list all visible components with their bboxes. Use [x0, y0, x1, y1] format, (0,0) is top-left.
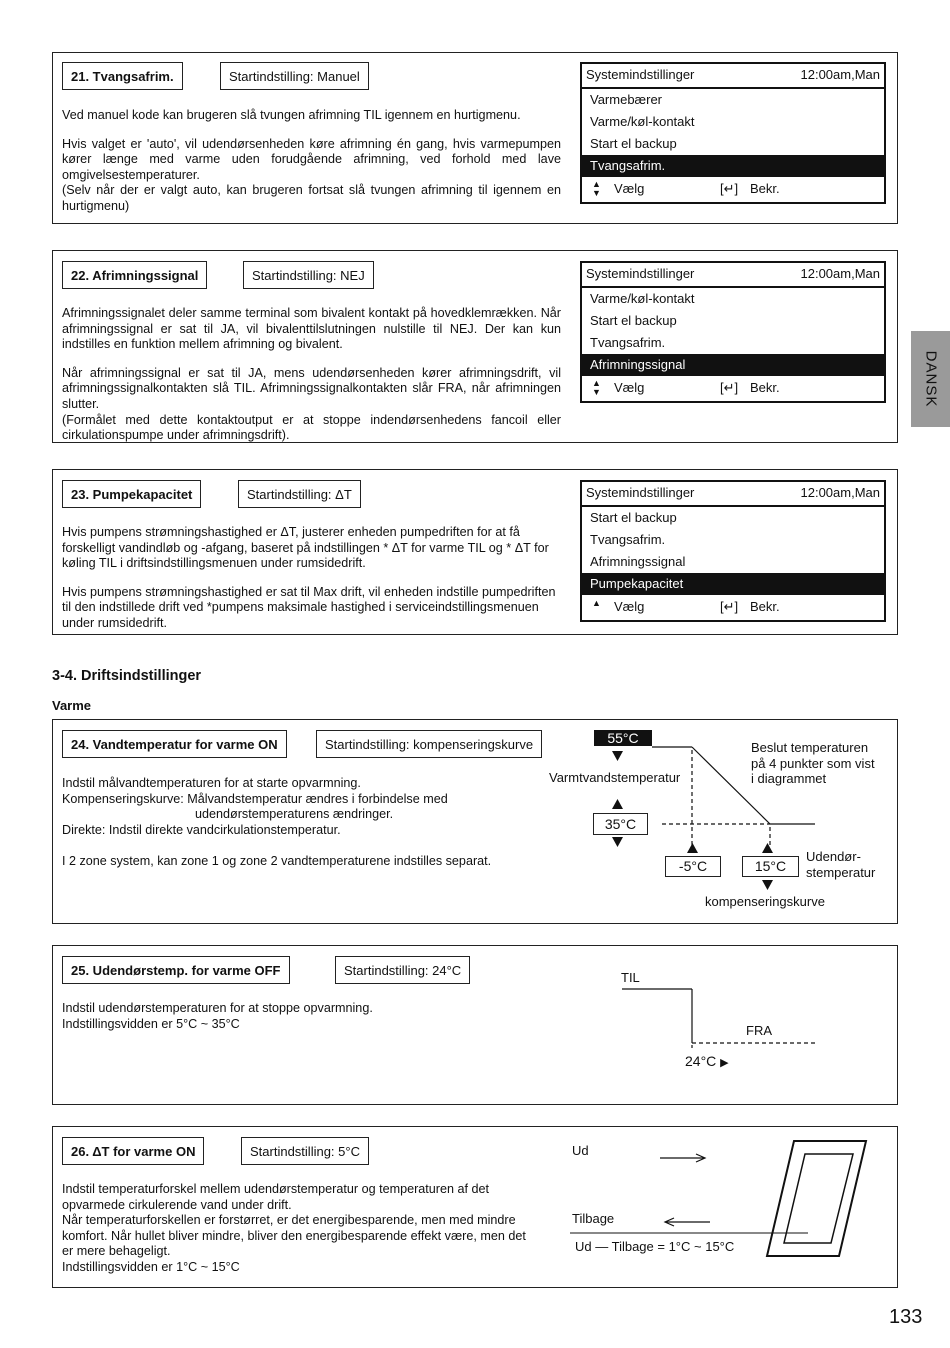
- language-tab-label: DANSK: [922, 350, 939, 408]
- enter-key-icon: [↵]: [720, 380, 739, 395]
- text-line: Indstil målvandtemperaturen for at starte opvarmning.: [62, 776, 361, 790]
- text-line: udendørstemperaturens ændringer.: [195, 807, 394, 822]
- return-label: Tilbage: [572, 1211, 615, 1226]
- label-line: stemperatur: [806, 864, 876, 880]
- section-title: 26. ΔT for varme ON: [62, 1137, 204, 1165]
- right-outdoor-temp-box: 15°C: [742, 856, 799, 877]
- on-label: TIL: [621, 970, 640, 985]
- screen-title: Systemindstillinger: [586, 485, 695, 500]
- enter-key-icon: [↵]: [720, 599, 739, 614]
- low-temp-box: 35°C: [593, 813, 648, 835]
- section-title: 21. Tvangsafrim.: [62, 62, 183, 90]
- out-label: Ud: [572, 1143, 589, 1158]
- note-line: Beslut temperaturen: [751, 740, 869, 755]
- paragraph: Hvis valget er 'auto', vil udendørsenheden køre afrimning én gang, hvis varmepumpen kører længe med varme uden forudgående afrimning, ved forhold med lave omgivelsestemperaturer.: [62, 136, 561, 182]
- menu-item[interactable]: Start el backup: [590, 313, 677, 328]
- screen-title: Systemindstillinger: [586, 266, 695, 281]
- select-label: Vælg: [614, 599, 645, 614]
- screen-time: 12:00am,Man: [800, 67, 880, 82]
- section-title: 22. Afrimningssignal: [62, 261, 207, 289]
- screen-title: Systemindstillinger: [586, 67, 695, 82]
- menu-item-selected[interactable]: Pumpekapacitet: [582, 573, 884, 595]
- up-down-arrow-icon: ▲ ▼: [592, 179, 601, 198]
- menu-item[interactable]: Varme/køl-kontakt: [590, 114, 695, 129]
- default-setting: Startindstilling: 24°C: [335, 956, 470, 984]
- menu-item-selected[interactable]: Afrimningssignal: [582, 354, 884, 376]
- paragraph: Når temperaturforskellen er forstørret, er det energibesparende, men med mindre komfort. Når hullet bliver mindre, bliver den energibesparende effekt være, men det er mere behageligt.: [62, 1213, 526, 1259]
- inner-loop: [784, 1154, 853, 1243]
- chapter-heading: 3-4. Driftsindstillinger: [52, 668, 202, 684]
- confirm-label: Bekr.: [750, 599, 780, 614]
- outer-loop: [767, 1141, 866, 1256]
- paragraph: Når afrimningssignal er sat til JA, mens udendørsenheden kører afrimningsdrift, vil afrimningssignalkontakten slå TIL. Afrimningssignalkontakten slår FRA, når afrimningen slutter.: [62, 365, 561, 411]
- default-setting: Startindstilling: kompenseringskurve: [316, 730, 542, 758]
- label-line: Udendør-: [806, 849, 861, 864]
- text-line: Indstillingsvidden er 5°C ~ 35°C: [62, 1016, 240, 1031]
- select-label: Vælg: [614, 181, 645, 196]
- up-down-arrow-icon: ▲ ▼: [592, 378, 601, 397]
- paragraph: Afrimningssignalet deler samme terminal som bivalent kontakt på hovedklemrækken. Når afrimningssignal er sat til JA, vil bivalenttilslutningen nulstille til NEJ. Der kan kun indstilles en funktion mellem afrimning og bivalent.: [62, 306, 561, 352]
- paragraph: Hvis pumpens strømningshastighed er ΔT, justerer enheden pumpedriften for at få forskelligt vandindløb og -afgang, baseret på indstillingen * ΔT for varme TIL og * ΔT for køling TIL i driftsindstillingsmenuen under rumsidedrift.: [62, 525, 549, 571]
- paragraph: (Formålet med dette kontaktoutput er at stoppe indendørsenhedens fancoil eller cirkulationspumpe under afrimningsdrift).: [62, 412, 561, 443]
- text-line: I 2 zone system, kan zone 1 og zone 2 vandtemperaturene indstilles separat.: [62, 854, 492, 869]
- note-line: på 4 punkter som vist: [751, 755, 875, 771]
- menu-item[interactable]: Afrimningssignal: [590, 554, 686, 569]
- default-setting: Startindstilling: 5°C: [241, 1137, 369, 1165]
- select-label: Vælg: [614, 380, 645, 395]
- left-outdoor-temp-box: -5°C: [665, 856, 721, 877]
- high-temp-value: 55°C: [607, 730, 639, 746]
- off-label: FRA: [746, 1023, 772, 1038]
- default-setting: Startindstilling: ΔT: [238, 480, 361, 508]
- section-title: 25. Udendørstemp. for varme OFF: [62, 956, 290, 984]
- menu-item[interactable]: Tvangsafrim.: [590, 335, 666, 350]
- enter-key-icon: [↵]: [720, 181, 739, 196]
- paragraph: Hvis pumpens strømningshastighed er sat til Max drift, vil enheden indstille pumpedriften til den indstillede drift ved *pumpens maksimale hastighed i serviceindstillingsmenuen under rumsidedrift.: [62, 584, 556, 630]
- up-arrow-icon: ▲: [592, 598, 601, 608]
- threshold-temp-value: 24°C: [685, 1053, 717, 1069]
- confirm-label: Bekr.: [750, 181, 780, 196]
- menu-item[interactable]: Varme/køl-kontakt: [590, 291, 695, 306]
- default-setting: Startindstilling: NEJ: [243, 261, 374, 289]
- language-tab: [911, 331, 950, 427]
- page-number: 133: [889, 1306, 923, 1328]
- section-title: 23. Pumpekapacitet: [62, 480, 201, 508]
- paragraph: Indstil temperaturforskel mellem udendørstemperatur og temperaturen af det opvarmede cirkulerende vand under drift.: [62, 1182, 489, 1212]
- menu-item[interactable]: Start el backup: [590, 510, 677, 525]
- text-line: Direkte: Indstil direkte vandcirkulationstemperatur.: [62, 822, 341, 837]
- confirm-label: Bekr.: [750, 380, 780, 395]
- formula-label: Ud — Tilbage = 1°C ~ 15°C: [575, 1239, 735, 1254]
- text-line: Kompenseringskurve: Målvandstemperatur ændres i forbindelse med: [62, 791, 448, 806]
- default-setting: Startindstilling: Manuel: [220, 62, 369, 90]
- water-temp-label: Varmtvandstemperatur: [549, 770, 681, 785]
- paragraph: Indstillingsvidden er 1°C ~ 15°C: [62, 1259, 240, 1274]
- screen-time: 12:00am,Man: [800, 266, 880, 281]
- text-line: Indstil udendørstemperaturen for at stoppe opvarmning.: [62, 1001, 373, 1015]
- section-title: 24. Vandtemperatur for varme ON: [62, 730, 287, 758]
- menu-item[interactable]: Varmebærer: [590, 92, 663, 107]
- menu-item[interactable]: Tvangsafrim.: [590, 532, 666, 547]
- curve-label: kompenseringskurve: [705, 894, 825, 909]
- paragraph: Ved manuel kode kan brugeren slå tvungen afrimning TIL igennem en hurtigmenu.: [62, 108, 521, 122]
- note-line: i diagrammet: [751, 771, 827, 786]
- subheading: Varme: [52, 698, 92, 713]
- menu-item[interactable]: Start el backup: [590, 136, 677, 151]
- menu-item-selected[interactable]: Tvangsafrim.: [582, 155, 884, 177]
- screen-time: 12:00am,Man: [800, 485, 880, 500]
- right-arrow-icon: ▶: [720, 1057, 729, 1069]
- paragraph: (Selv når der er valgt auto, kan brugeren fortsat slå tvungen afrimning til igennem en hurtigmenu): [62, 183, 561, 213]
